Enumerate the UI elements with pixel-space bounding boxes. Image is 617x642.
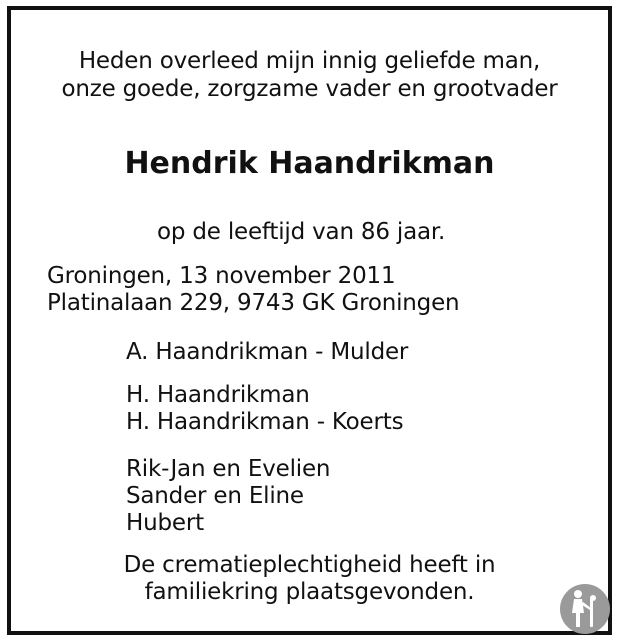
family-member: H. Haandrikman [126,382,310,408]
family-member: Sander en Eline [126,483,304,509]
intro-line-1: Heden overleed mijn innig geliefde man, [78,48,541,74]
age-line: op de leeftijd van 86 jaar. [157,219,446,245]
closing-line-1: De crematieplechtigheid heeft in [123,552,496,578]
announcement-frame [7,6,612,635]
mourning-figure-icon [559,583,611,635]
closing-line-2: familiekring plaatsgevonden. [144,579,475,605]
family-member: Rik-Jan en Evelien [126,456,331,482]
family-member: H. Haandrikman - Koerts [126,409,404,435]
family-member: Hubert [126,510,204,536]
deceased-name: Hendrik Haandrikman [124,146,495,181]
intro-line-2: onze goede, zorgzame vader en grootvader [61,76,558,102]
address: Platinalaan 229, 9743 GK Groningen [47,290,460,316]
emblem-circle [560,584,610,634]
family-member: A. Haandrikman - Mulder [126,339,409,365]
place-date: Groningen, 13 november 2011 [47,263,396,289]
